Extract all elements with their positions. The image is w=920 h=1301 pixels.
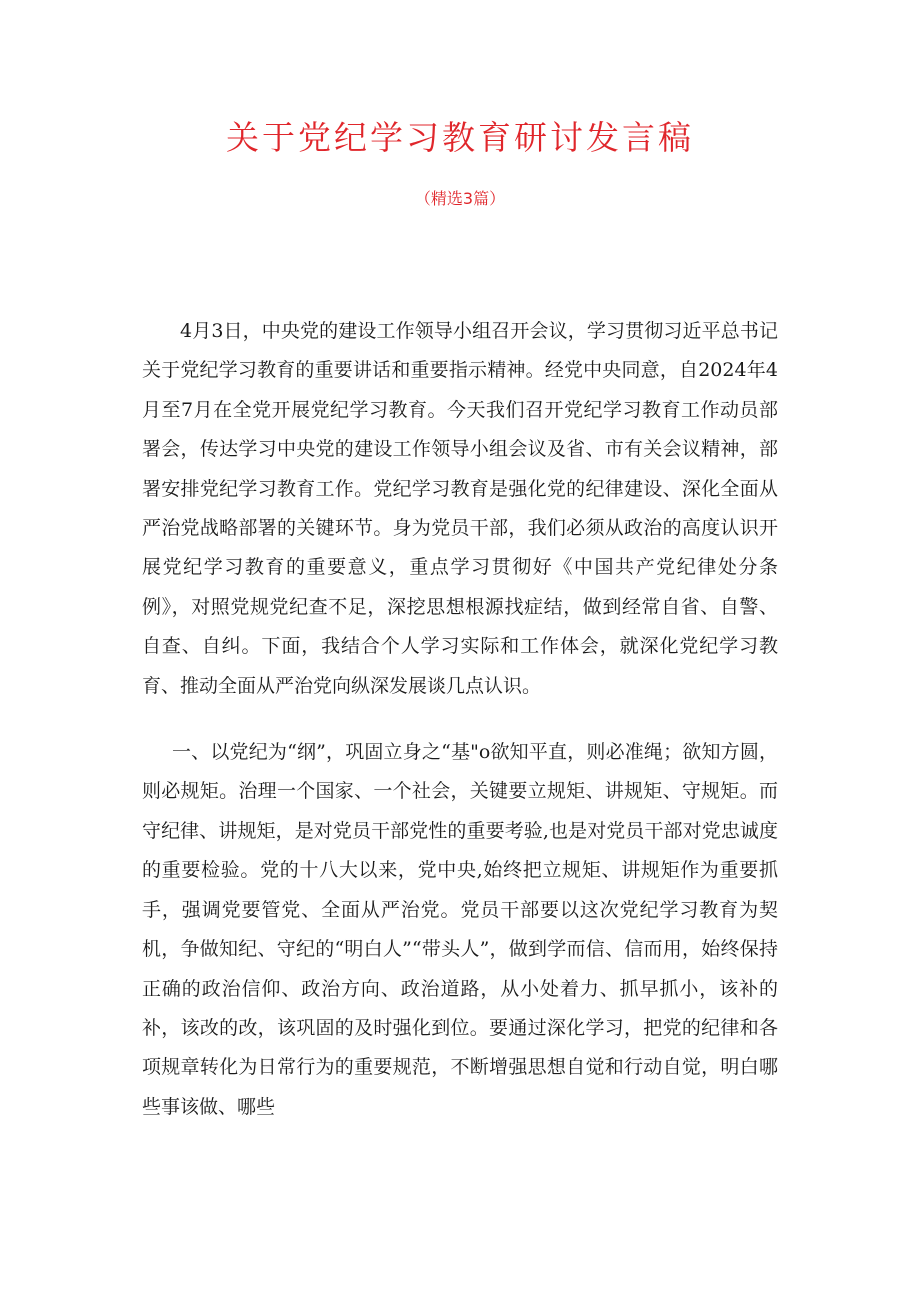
document-title: 关于党纪学习教育研讨发言稿 (226, 118, 694, 157)
document-body (142, 312, 778, 1127)
paragraph-section-one: 一、以党纪为“纲”，巩固立身之“基"o欲知平直，则必准绳；欲知方圆，则必规矩。治理一个国家、一个社会，关键要立规矩、讲规矩、守规矩。而守纪律、讲规矩，是对党员干部党性的重要考验,也是对党员干部对党忠诚度的重要检验。党的十八大以来，党中央,始终把立规矩、讲规矩作为重要抓手，强调党要管党、全面从严治党。党员干部要以这次党纪学习教育为契机，争做知纪、守纪的“明白人”“带头人”，做到学而信、信而用，始终保持正确的政治信仰、政治方向、政治道路，从小处着力、抓早抓小，该补的补，该改的改，该巩固的及时强化到位。要通过深化学习，把党的纪律和各项规章转化为日常行为的重要规范，不断增强思想自觉和行动自觉，明白哪些事该做、哪些 (142, 741, 778, 1118)
paragraph-intro: 4月3日，中央党的建设工作领导小组召开会议，学习贯彻习近平总书记关于党纪学习教育的重要讲话和重要指示精神。经党中央同意，自2024年4月至7月在全党开展党纪学习教育。今天我们召开党纪学习教育工作动员部署会，传达学习中央党的建设工作领导小组会议及省、市有关会议精神，部署安排党纪学习教育工作。党纪学习教育是强化党的纪律建设、深化全面从严治党战略部署的关键环节。身为党员干部，我们必须从政治的高度认识开展党纪学习教育的重要意义，重点学习贯彻好《中国共产党纪律处分条例》，对照党规党纪查不足，深挖思想根源找症结，做到经常自省、自警、自查、自纠。下面，我结合个人学习实际和工作体会，就深化党纪学习教育、推动全面从严治党向纵深发展谈几点认识。 (142, 320, 778, 697)
document-subtitle: （精选3篇） (414, 189, 506, 208)
